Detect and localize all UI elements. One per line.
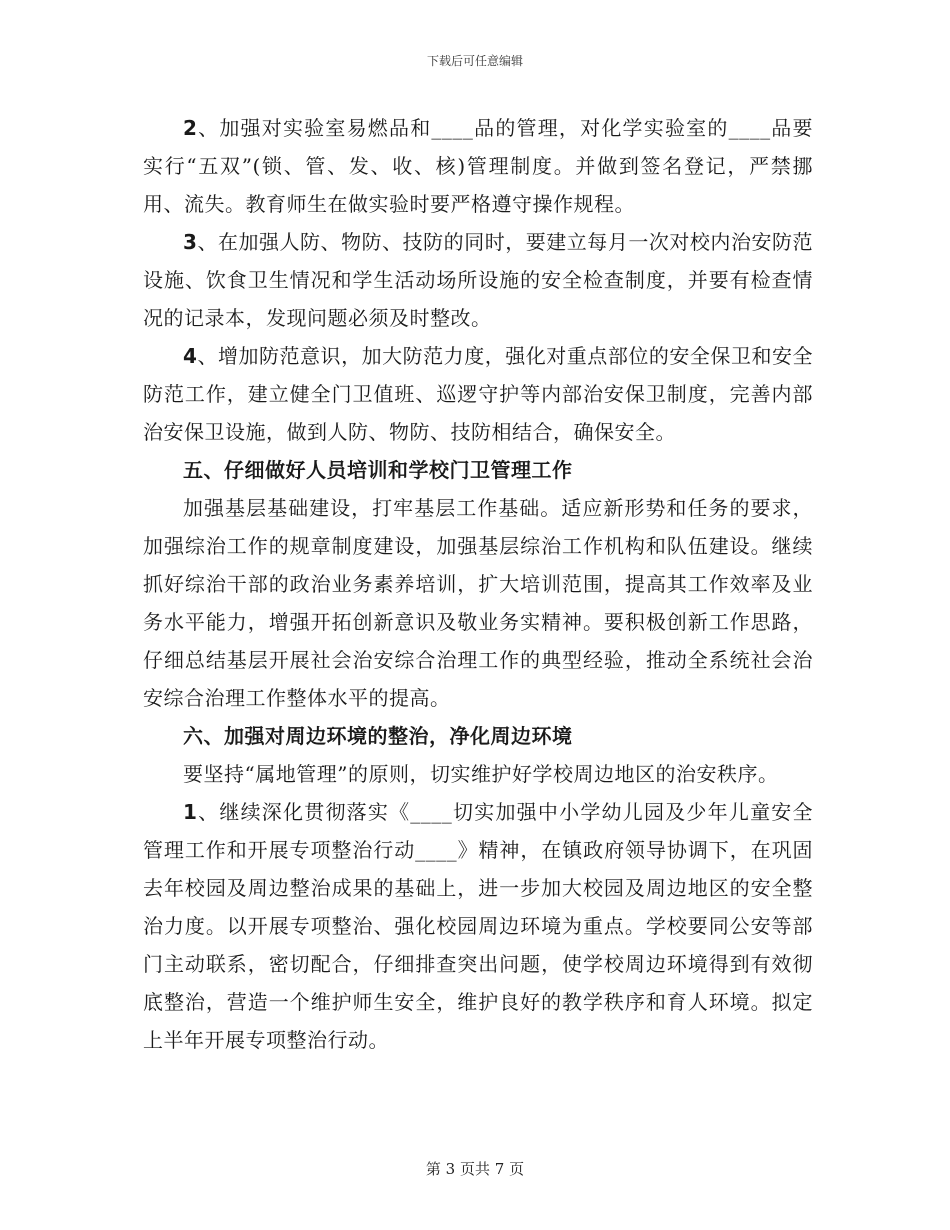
paragraph-text: 、加强对实验室易燃品和____品的管理，对化学实验室的____品要实行“五双”(锁、管、发、收、核)管理制度。并做到签名登记，严禁挪用、流失。教育师生在做实验时要严格遵守操作规程。 — [143, 116, 813, 216]
paragraph-item-4 — [143, 337, 813, 451]
item-number: 2 — [183, 116, 198, 140]
paragraph-text: 、在加强人防、物防、技防的同时，要建立每月一次对校内治安防范设施、饮食卫生情况和学生活动场所设施的安全检查制度，并要有检查情况的记录本，发现问题必须及时整改。 — [143, 230, 813, 330]
paragraph-text: 要坚持“属地管理”的原则，切实维护好学校周边地区的治安秩序。 — [183, 762, 779, 786]
paragraph-text: 加强基层基础建设，打牢基层工作基础。适应新形势和任务的要求，加强综治工作的规章制度建设，加强基层综治工作机构和队伍建设。继续抓好综治干部的政治业务素养培训，扩大培训范围，提高其工作效率及业务水平能力，增强开拓创新意识及敬业务实精神。要积极创新工作思路，仔细总结基层开展社会治安综合治理工作的典型经验，推动全系统社会治安综合治理工作整体水平的提高。 — [143, 496, 813, 710]
paragraph-section-5 — [143, 489, 813, 717]
document-body — [143, 109, 813, 1059]
paragraph-text: 、继续深化贯彻落实《____切实加强中小学幼儿园及少年儿童安全管理工作和开展专项整治行动____》精神，在镇政府领导协调下，在巩固去年校园及周边整治成果的基础上，进一步加大校园及周边地区的安全整治力度。以开展专项整治、强化校园周边环境为重点。学校要同公安等部门主动联系，密切配合，仔细排查突出问题，使学校周边环境得到有效彻底整治，营造一个维护师生安全，维护良好的教学秩序和育人环境。拟定上半年开展专项整治行动。 — [143, 800, 813, 1052]
section-heading-5: 五、仔细做好人员培训和学校门卫管理工作 — [183, 458, 573, 482]
paragraph-text: 、增加防范意识，加大防范力度，强化对重点部位的安全保卫和安全防范工作，建立健全门卫值班、巡逻守护等内部治安保卫制度，完善内部治安保卫设施，做到人防、物防、技防相结合，确保安全。 — [143, 344, 813, 444]
section-heading-6: 六、加强对周边环境的整治，净化周边环境 — [183, 724, 573, 748]
item-number: 4 — [183, 344, 198, 368]
page-header: 下载后可任意编辑 — [426, 54, 523, 68]
page-footer: 第 3 页共 7 页 — [425, 1160, 525, 1178]
paragraph-item-2 — [143, 109, 813, 223]
item-number: 1 — [183, 800, 198, 824]
paragraph-section-6-intro — [143, 755, 813, 793]
paragraph-item-1 — [143, 793, 813, 1059]
item-number: 3 — [183, 230, 198, 254]
paragraph-item-3 — [143, 223, 813, 337]
